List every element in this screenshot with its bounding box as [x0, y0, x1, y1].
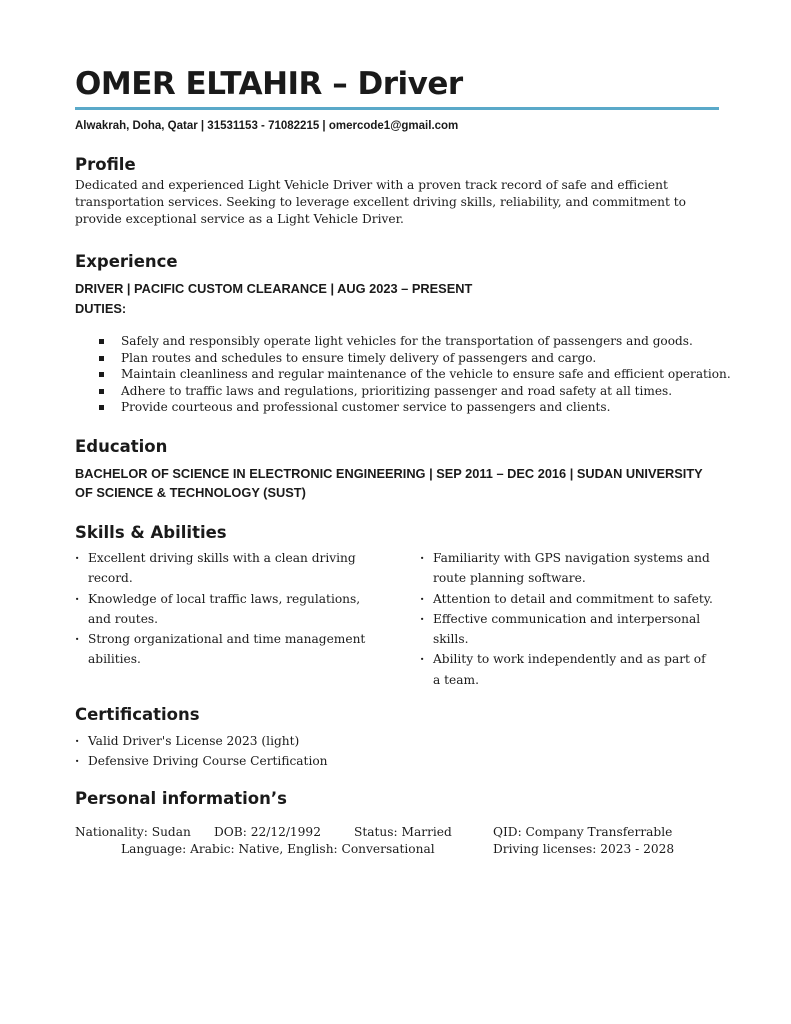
contact-line: Alwakrah, Doha, Qatar | 31531153 - 71082215 | omercode1@gmail.com: [75, 120, 459, 132]
header-divider: [75, 107, 719, 110]
certifications-list: [75, 731, 575, 772]
list-item: Provide courteous and professional customer service to passengers and clients.: [99, 399, 731, 416]
resume-name-title: OMER ELTAHIR – Driver: [75, 66, 463, 102]
dob-field: DOB: 22/12/1992: [214, 825, 321, 839]
job-title: DRIVER | PACIFIC CUSTOM CLEARANCE | AUG 2023 – PRESENT: [75, 281, 473, 296]
list-item: · Defensive Driving Course Certification: [75, 751, 575, 771]
duties-label: DUTIES:: [75, 301, 127, 316]
skills-list-left: [75, 548, 370, 670]
skills-heading: Skills & Abilities: [75, 523, 227, 542]
list-item: · Valid Driver's License 2023 (light): [75, 731, 575, 751]
profile-heading: Profile: [75, 155, 136, 174]
list-item: · Familiarity with GPS navigation systems and route planning software.: [420, 548, 715, 589]
language-field: Language: Arabic: Native, English: Conversational: [121, 842, 435, 856]
education-heading: Education: [75, 437, 168, 456]
list-item: · Ability to work independently and as part of a team.: [420, 649, 715, 690]
education-degree: BACHELOR OF SCIENCE IN ELECTRONIC ENGINEERING | SEP 2011 – DEC 2016 | SUDAN UNIVERSITY OF SCIENCE & TECHNOLOGY (SUST): [75, 466, 703, 500]
duties-list: [99, 333, 731, 416]
experience-heading: Experience: [75, 252, 178, 271]
list-item: Safely and responsibly operate light vehicles for the transportation of passengers and goods.: [99, 333, 731, 350]
list-item: · Excellent driving skills with a clean driving record.: [75, 548, 370, 589]
nationality-field: Nationality: Sudan: [75, 825, 191, 839]
personal-info-heading: Personal information’s: [75, 789, 287, 808]
list-item: Adhere to traffic laws and regulations, prioritizing passenger and road safety at all times.: [99, 383, 731, 400]
driving-licenses-field: Driving licenses: 2023 - 2028: [493, 842, 675, 856]
list-item: Maintain cleanliness and regular maintenance of the vehicle to ensure safe and efficient operation.: [99, 366, 731, 383]
list-item: · Strong organizational and time management abilities.: [75, 629, 370, 670]
skills-list-right: [420, 548, 715, 690]
profile-text: Dedicated and experienced Light Vehicle Driver with a proven track record of safe and efficient transportation services. Seeking to leverage excellent driving skills, reliability, and commitment to provide exceptional service as a Light Vehicle Driver.: [75, 178, 686, 226]
status-field: Status: Married: [354, 825, 452, 839]
certifications-heading: Certifications: [75, 705, 200, 724]
list-item: · Attention to detail and commitment to safety.: [420, 589, 715, 609]
list-item: · Effective communication and interpersonal skills.: [420, 609, 715, 650]
qid-field: QID: Company Transferrable: [493, 825, 673, 839]
list-item: Plan routes and schedules to ensure timely delivery of passengers and cargo.: [99, 350, 731, 367]
list-item: · Knowledge of local traffic laws, regulations, and routes.: [75, 589, 370, 630]
